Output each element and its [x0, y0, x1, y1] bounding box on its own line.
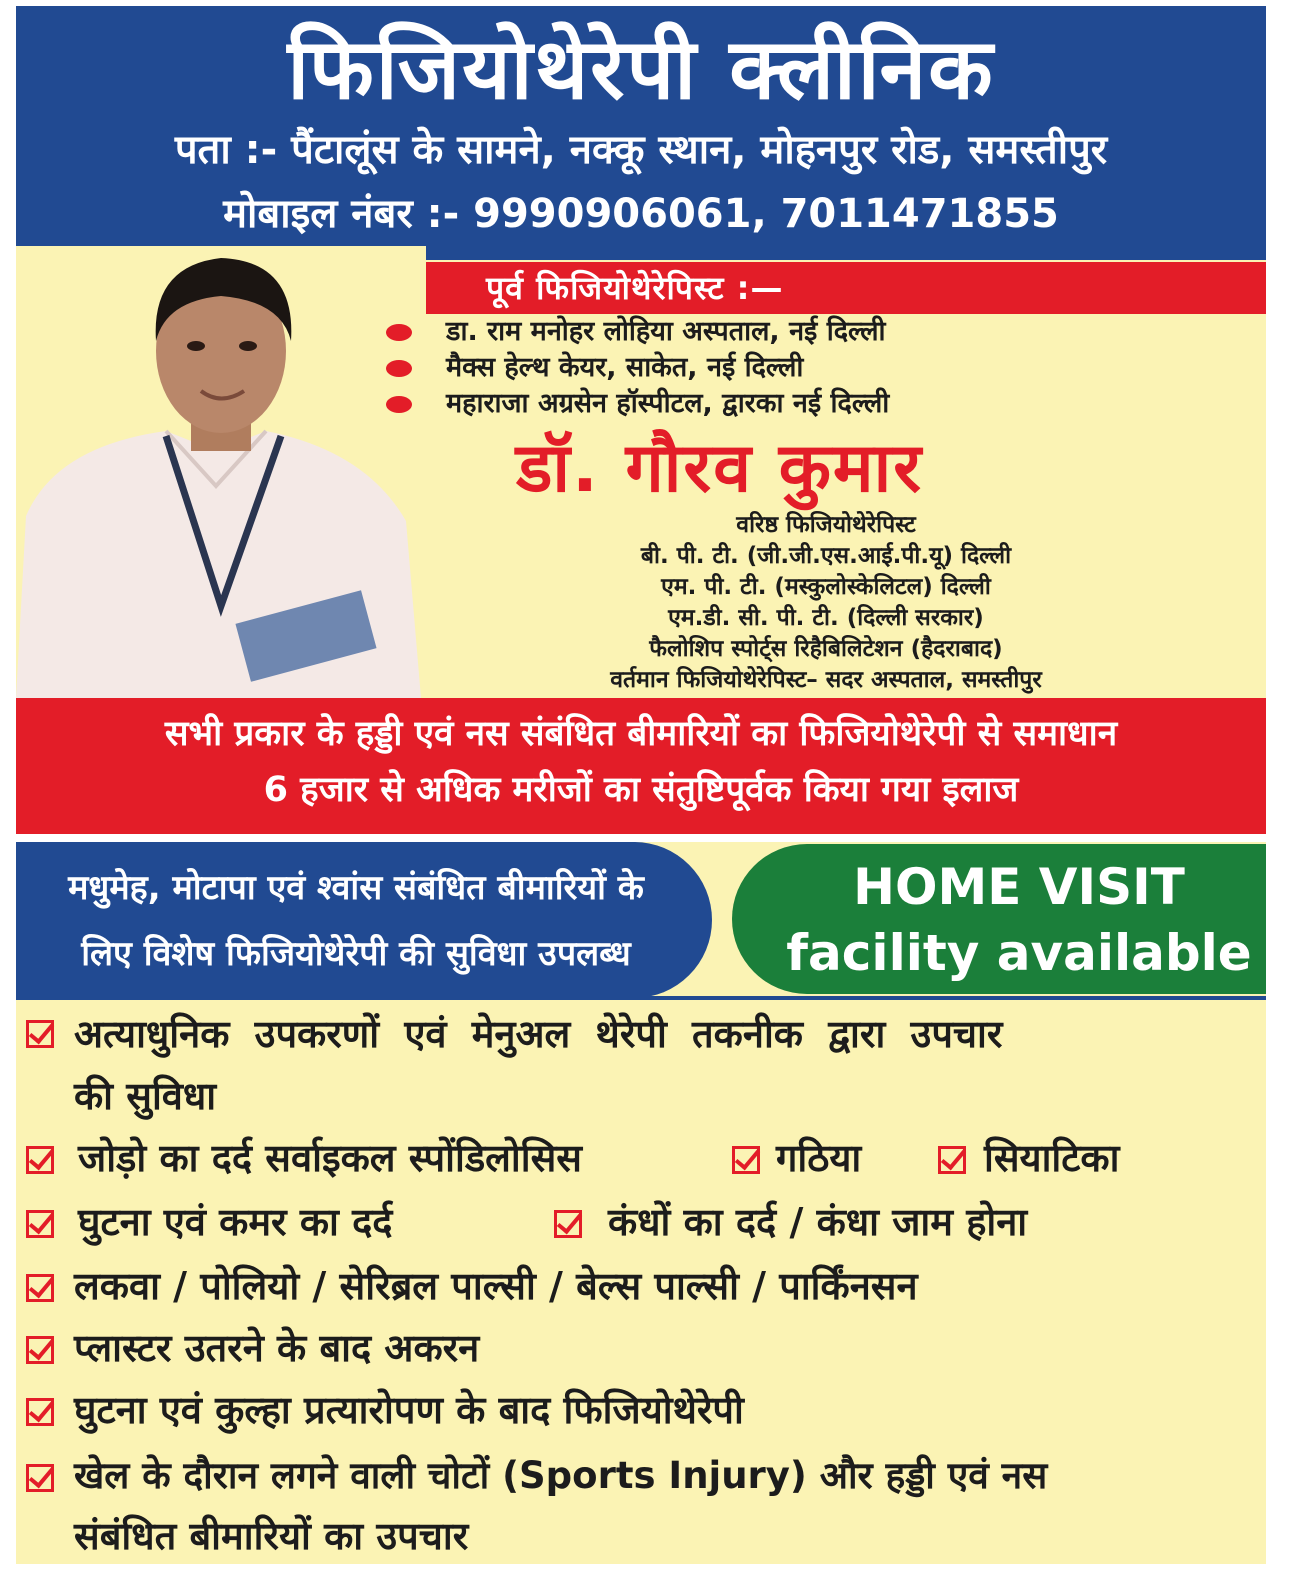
- special-line-1: मधुमेह, मोटापा एवं श्वांस संबंधित बीमारियों के: [68, 868, 644, 908]
- service-item: प्लास्टर उतरने के बाद अकरन: [74, 1326, 480, 1370]
- service-item: खेल के दौरान लगने वाली चोटों (Sports Injury) और हड्डी एवं नस: [74, 1454, 1048, 1497]
- checkbox-icon: [26, 1398, 54, 1426]
- service-item: घुटना एवं कमर का दर्द: [78, 1200, 393, 1244]
- checkbox-icon: [26, 1274, 54, 1302]
- home-visit-line-2: facility available: [786, 924, 1252, 982]
- ex-physio-title: पूर्व फिजियोथेरेपिस्ट :—: [486, 269, 784, 307]
- qualification-line: एम. पी. टी. (मस्कुलोस्केलिटल) दिल्ली: [661, 574, 991, 600]
- home-visit-line-1: HOME VISIT: [853, 858, 1185, 916]
- header: [16, 6, 1266, 260]
- checkbox-icon: [554, 1210, 582, 1238]
- checkbox-icon: [938, 1146, 966, 1174]
- list-item: [386, 314, 1246, 350]
- service-item: कंधों का दर्द / कंधा जाम होना: [608, 1200, 1028, 1244]
- list-item: [386, 386, 1246, 422]
- service-item: घुटना एवं कुल्हा प्रत्यारोपण के बाद फिजियोथेरेपी: [74, 1388, 744, 1432]
- qualification-line: वर्तमान फिजियोथेरेपिस्ट– सदर अस्पताल, समस्तीपुर: [610, 667, 1042, 693]
- banner-line-2: 6 हजार से अधिक मरीजों का संतुष्टिपूर्वक किया गया इलाज: [263, 770, 1019, 810]
- checkbox-icon: [26, 1020, 54, 1048]
- poster: [16, 6, 1266, 1564]
- clinic-title: फिजियोथेरेपी क्लीनिक: [287, 20, 995, 118]
- qualification-line: वरिष्ठ फिजियोथेरेपिस्ट: [736, 512, 916, 538]
- divider: [16, 834, 1266, 842]
- home-visit-pill: [732, 844, 1266, 994]
- qualification-line: एम.डी. सी. पी. टी. (दिल्ली सरकार): [668, 605, 984, 631]
- doctor-photo: [16, 246, 426, 698]
- bullet-icon: [386, 324, 412, 341]
- bullet-icon: [386, 360, 412, 377]
- service-item: जोड़ो का दर्द सर्वाइकल स्पोंडिलोसिस: [78, 1136, 582, 1180]
- doctor-name: डॉ. गौरव कुमार: [516, 429, 923, 508]
- service-item: सियाटिका: [984, 1136, 1120, 1180]
- banner-line-1: सभी प्रकार के हड्डी एवं नस संबंधित बीमारियों का फिजियोथेरेपी से समाधान: [164, 714, 1118, 754]
- clinic-address: पता :- पैंटालूंस के सामने, नक्कू स्थान, मोहनपुर रोड, समस्तीपुर: [174, 127, 1108, 173]
- service-item: लकवा / पोलियो / सेरिब्रल पाल्सी / बेल्स पाल्सी / पार्किंनसन: [74, 1264, 918, 1308]
- checkbox-icon: [732, 1146, 760, 1174]
- service-item: गठिया: [776, 1136, 862, 1180]
- bullet-icon: [386, 396, 412, 413]
- special-facility-pill: [16, 842, 712, 998]
- clinic-mobile: मोबाइल नंबर :- 9990906061, 7011471855: [223, 191, 1059, 237]
- list-item: [386, 350, 1246, 386]
- hospital-text: महाराजा अग्रसेन हॉस्पीटल, द्वारका नई दिल्ली: [446, 388, 890, 419]
- qualification-line: बी. पी. टी. (जी.जी.एस.आई.पी.यू) दिल्ली: [640, 543, 1012, 569]
- hospital-text: डा. राम मनोहर लोहिया अस्पताल, नई दिल्ली: [446, 316, 886, 347]
- checkbox-icon: [26, 1464, 54, 1492]
- checkbox-icon: [26, 1146, 54, 1174]
- qualifications: [436, 510, 1216, 696]
- service-item: अत्याधुनिक उपकरणों एवं मेनुअल थेरेपी तकनीक द्वारा उपचार: [74, 1012, 1003, 1056]
- checkbox-icon: [26, 1336, 54, 1364]
- service-item: की सुविधा: [74, 1074, 217, 1118]
- service-item: संबंधित बीमारियों का उपचार: [74, 1514, 469, 1558]
- qualification-line: फैलोशिप स्पोर्ट्स रिहैबिलिटेशन (हैदराबाद): [649, 636, 1003, 662]
- checkbox-icon: [26, 1210, 54, 1238]
- hospital-text: मैक्स हेल्थ केयर, साकेत, नई दिल्ली: [446, 352, 804, 383]
- special-line-2: लिए विशेष फिजियोथेरेपी की सुविधा उपलब्ध: [81, 934, 631, 974]
- treatment-banner: [16, 698, 1266, 834]
- hospital-list: [386, 314, 1246, 422]
- divider: [16, 996, 1266, 1000]
